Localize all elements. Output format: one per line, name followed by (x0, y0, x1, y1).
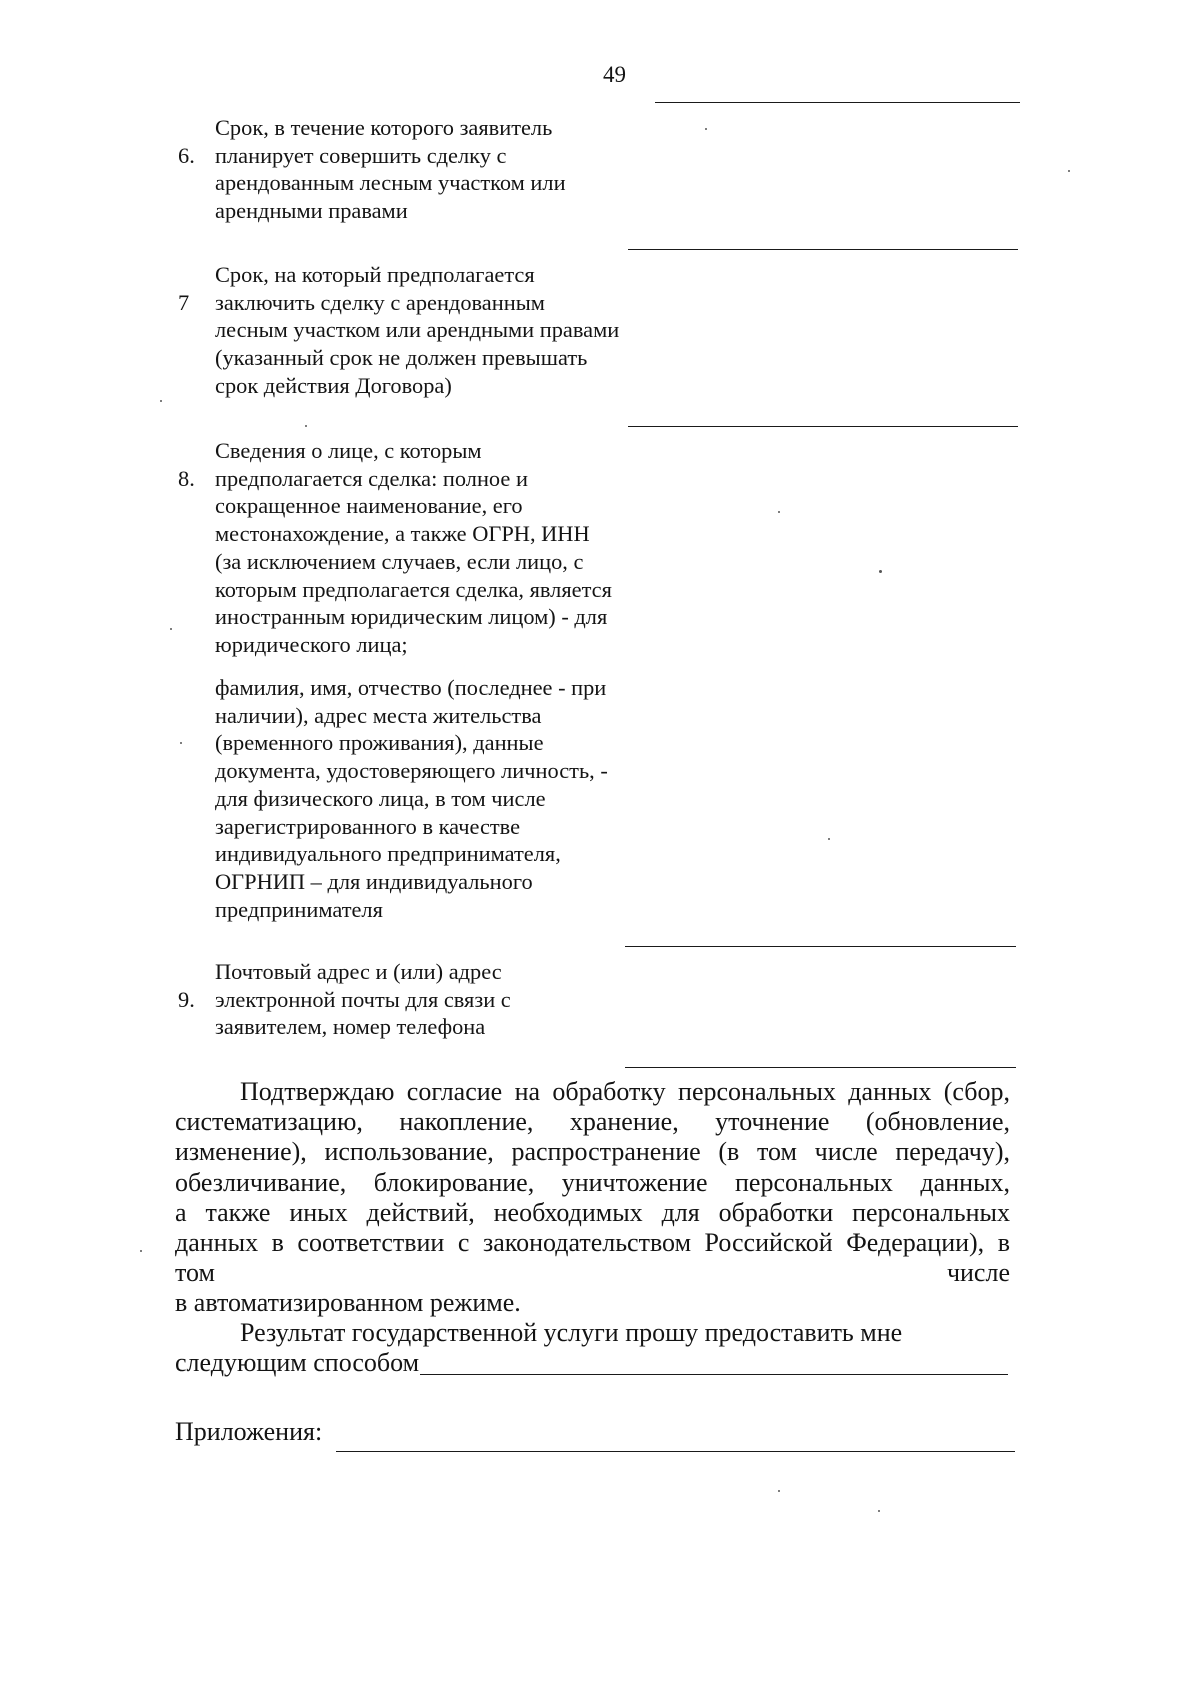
item-label (215, 114, 566, 225)
blank-answer-line (628, 249, 1018, 250)
item-label-legal-entity (215, 437, 612, 659)
scan-speck (160, 400, 162, 402)
scan-speck (305, 425, 307, 427)
item-label-line: зарегистрированного в качестве (215, 813, 521, 839)
item-label-line: заявителем, номер телефона (215, 1014, 486, 1040)
consent-text-line: Подтверждаю согласие на обработку персональных данных (сбор, (240, 1077, 1010, 1106)
item-label-line: наличии), адрес места жительства (215, 702, 542, 728)
item-number: 6. (178, 142, 195, 168)
consent-text-line: изменение), использование, распространение (в том числе передачу), (175, 1137, 1010, 1167)
item-label-line: электронной почты для связи с (215, 986, 511, 1012)
item-label-line: арендованным лесным участком или (215, 170, 566, 196)
delivery-method-label: следующим способом (175, 1348, 420, 1377)
item-label-line: (временного проживания), данные (215, 730, 544, 756)
consent-text-line: в автоматизированном режиме. (175, 1288, 521, 1318)
item-label-line: фамилия, имя, отчество (последнее - при (215, 675, 607, 700)
scan-speck (879, 570, 882, 573)
item-label-line: Срок, на который предполагается (215, 262, 535, 287)
item-number: 9. (178, 986, 195, 1012)
blank-answer-line (655, 102, 1020, 103)
item-label-line: Почтовый адрес и (или) адрес (215, 959, 502, 984)
item-label-line: предполагается сделка: полное и (215, 465, 528, 491)
item-label-line: предпринимателя (215, 896, 383, 922)
form-item-9 (178, 958, 628, 1042)
consent-text-line: обезличивание, блокирование, уничтожение персональных данных, (175, 1167, 1010, 1197)
item-label-line: планирует совершить сделку с (215, 142, 507, 168)
attachments-label: Приложения: (175, 1417, 323, 1446)
scan-speck (1068, 170, 1070, 172)
consent-paragraph (175, 1077, 1010, 1319)
item-number: 7 (178, 289, 190, 315)
scan-speck (828, 838, 830, 840)
item-label-line: ОГРНИП – для индивидуального (215, 868, 533, 894)
item-label-line: (указанный срок не должен превышать (215, 345, 588, 371)
scan-speck (140, 1250, 142, 1252)
scan-speck (778, 1490, 780, 1492)
item-label-line: индивидуального предпринимателя, (215, 841, 561, 867)
item-label-line: для физического лица, в том числе (215, 785, 546, 811)
page-number: 49 (603, 62, 626, 87)
scan-speck (170, 628, 172, 630)
consent-text-line: а также иных действий, необходимых для обработки персональных (175, 1197, 1010, 1227)
item-label (215, 958, 511, 1041)
item-label-line: документа, удостоверяющего личность, - (215, 758, 608, 784)
item-label-line: которым предполагается сделка, является (215, 576, 612, 602)
blank-answer-line (628, 426, 1018, 427)
item-label-line: срок действия Договора) (215, 372, 452, 398)
item-label-line: юридического лица; (215, 631, 408, 657)
item-label-individual (215, 674, 608, 923)
form-item-7 (178, 261, 628, 400)
item-label-line: лесным участком или арендными правами (215, 317, 620, 343)
item-label-line: иностранным юридическим лицом) - для (215, 604, 608, 630)
item-number: 8. (178, 465, 195, 491)
item-label-line: местонахождение, а также ОГРН, ИНН (215, 521, 590, 547)
item-label-line: сокращенное наименование, его (215, 493, 523, 519)
item-label-line: Срок, в течение которого заявитель (215, 115, 553, 140)
consent-text-line: систематизацию, накопление, хранение, уточнение (обновление, (175, 1107, 1010, 1137)
item-label-line: (за исключением случаев, если лицо, с (215, 548, 584, 574)
item-label (215, 261, 619, 400)
consent-text-line: том числе (175, 1258, 1010, 1288)
attachments-blank-line (336, 1451, 1015, 1452)
blank-answer-line (625, 1067, 1016, 1068)
scan-speck (778, 511, 780, 513)
item-label-line: заключить сделку с арендованным (215, 289, 545, 315)
delivery-method-blank-line (420, 1374, 1008, 1375)
item-label-line: арендными правами (215, 198, 408, 224)
blank-answer-line (625, 946, 1016, 947)
scan-speck (878, 1510, 880, 1512)
consent-text-line: данных в соответствии с законодательством Российской Федерации), в (175, 1228, 1010, 1258)
form-item-6 (178, 114, 628, 225)
result-request-text: Результат государственной услуги прошу предоставить мне (240, 1318, 903, 1347)
scan-speck (705, 128, 707, 130)
item-label-line: Сведения о лице, с которым (215, 438, 482, 463)
scan-speck (180, 742, 182, 744)
form-item-8 (178, 437, 628, 923)
